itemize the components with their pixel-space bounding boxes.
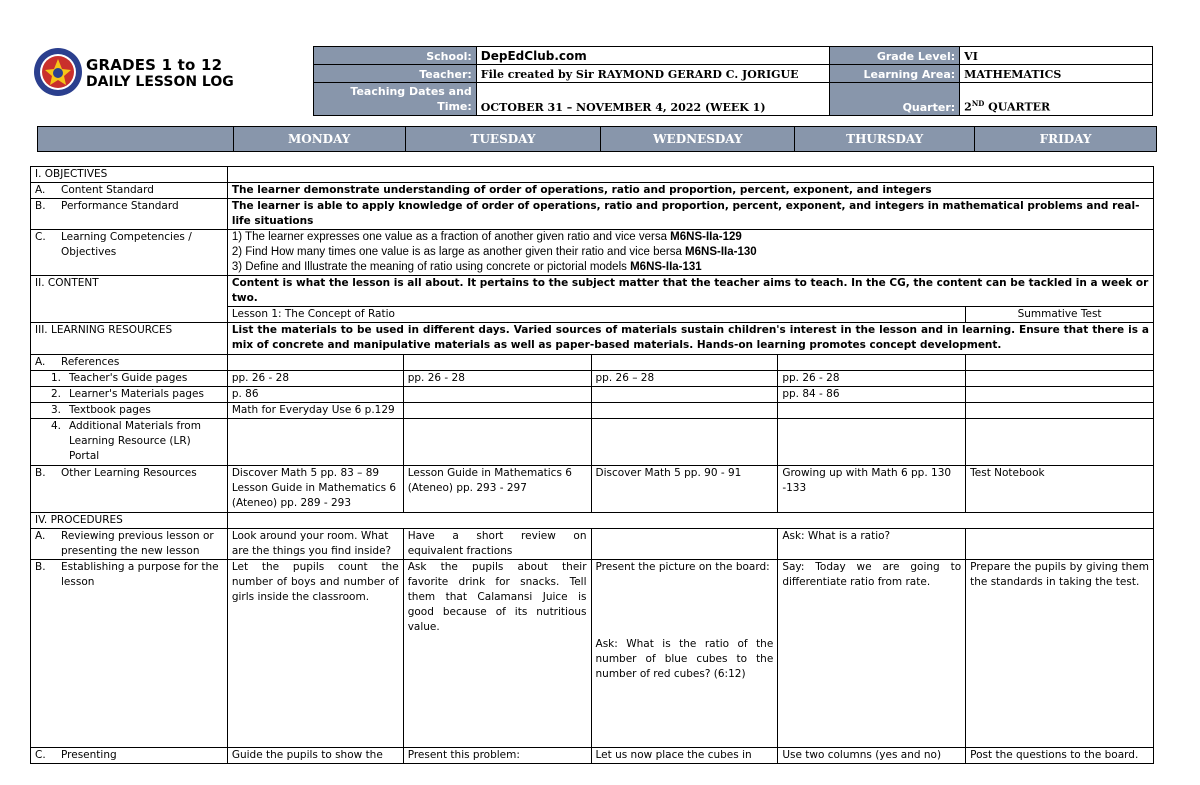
review-lesson-wed: [591, 529, 778, 560]
additional-materials-label-line3: Portal: [69, 450, 100, 462]
learners-materials-tue: [403, 387, 591, 403]
textbook-pages-tue: [403, 403, 591, 419]
additional-materials-label-line1: Additional Materials from: [69, 420, 201, 432]
day-thursday: THURSDAY: [795, 127, 975, 152]
performance-standard-label-text: Performance Standard: [61, 200, 179, 212]
additional-materials-label-line2: Learning Resource (LR): [69, 435, 191, 447]
presenting-label-text: Presenting: [61, 749, 117, 761]
performance-standard-value: The learner is able to apply knowledge of order of operations, ratio and proportion, percent, exponent, and integers in mathematical problems and real-life situations: [227, 199, 1153, 230]
learners-materials-wed: [591, 387, 778, 403]
teachers-guide-thu: pp. 26 - 28: [778, 371, 966, 387]
references-cell-mon: [227, 355, 403, 371]
learning-resources-heading: III. LEARNING RESOURCES: [31, 323, 228, 355]
page-title-line2: DAILY LESSON LOG: [86, 74, 234, 90]
additional-materials-mon: [227, 419, 403, 466]
content-standard-value: The learner demonstrate understanding of order of operations, ratio and proportion, percent, exponent, and integers: [227, 183, 1153, 199]
additional-materials-number: 4.: [50, 420, 61, 432]
procedures-heading: IV. PROCEDURES: [31, 513, 228, 529]
teacher-value: File created by Sir RAYMOND GERARD C. JORIGUE: [476, 65, 830, 83]
purpose-wed-picture-space: [596, 575, 774, 637]
other-resources-label: [31, 466, 228, 513]
competencies-label-line1: Learning Competencies /: [61, 231, 192, 243]
day-wednesday: WEDNESDAY: [601, 127, 795, 152]
review-lesson-fri: [966, 529, 1154, 560]
quarter-number: 2: [964, 101, 972, 114]
references-cell-fri: [966, 355, 1154, 371]
quarter-label: Quarter:: [830, 83, 960, 116]
grade-level-value: VI: [960, 47, 1153, 65]
quarter-value: [960, 83, 1153, 116]
header-info-table: [313, 46, 1153, 116]
references-label: [31, 355, 228, 371]
review-lesson-letter: A.: [35, 530, 46, 542]
teacher-label: Teacher:: [314, 65, 477, 83]
day-tuesday: TUESDAY: [405, 127, 601, 152]
purpose-label: [31, 560, 228, 748]
review-lesson-tue: Have a short review on equivalent fractions: [403, 529, 591, 560]
school-value: DepEdClub.com: [476, 47, 830, 65]
presenting-thu: Use two columns (yes and no): [778, 748, 966, 764]
content-heading: II. CONTENT: [31, 276, 228, 323]
lesson-log-table: [30, 166, 1154, 764]
learners-materials-mon: p. 86: [227, 387, 403, 403]
learners-materials-fri: [966, 387, 1154, 403]
grade-level-label: Grade Level:: [830, 47, 960, 65]
teaching-dates-label: [314, 83, 477, 116]
review-lesson-thu: Ask: What is a ratio?: [778, 529, 966, 560]
presenting-tue: Present this problem:: [403, 748, 591, 764]
references-label-text: References: [61, 356, 120, 368]
competency-item-2: [232, 245, 1149, 260]
day-header-blank: [38, 127, 234, 152]
quarter-ordinal: ND: [971, 99, 985, 109]
textbook-pages-label: [31, 403, 228, 419]
quarter-word: QUARTER: [988, 101, 1051, 114]
purpose-fri: Prepare the pupils by giving them the standards in taking the test.: [966, 560, 1154, 748]
additional-materials-label: [31, 419, 228, 466]
additional-materials-wed: [591, 419, 778, 466]
presenting-mon: Guide the pupils to show the: [227, 748, 403, 764]
purpose-letter: B.: [35, 561, 46, 573]
presenting-fri: Post the questions to the board.: [966, 748, 1154, 764]
purpose-label-line1: Establishing a purpose for the: [61, 561, 219, 573]
competency-1-text: 1) The learner expresses one value as a fraction of another given ratio and vice versa: [231, 231, 671, 243]
teachers-guide-label: [31, 371, 228, 387]
purpose-tue: Ask the pupils about their favorite drink for snacks. Tell them that Calamansi Juice is good because of its nutritious value.: [403, 560, 591, 748]
review-lesson-label: [31, 529, 228, 560]
content-lesson-title: Lesson 1: The Concept of Ratio: [227, 307, 965, 323]
page-title-line1: GRADES 1 to 12: [86, 56, 223, 74]
teachers-guide-mon: pp. 26 - 28: [227, 371, 403, 387]
learning-resources-description: List the materials to be used in different days. Varied sources of materials sustain children's interest in the lesson and in learning. Ensure that there is a mix of concrete and manipulative materials as well as paper-based materials. Hands-on learning promotes concept development.: [227, 323, 1153, 355]
textbook-pages-thu: [778, 403, 966, 419]
competencies-label-line2: Objectives: [61, 246, 117, 258]
deped-seal-icon: [33, 47, 83, 97]
textbook-pages-label-text: Textbook pages: [69, 404, 151, 416]
purpose-wed-line2: Ask: What is the ratio of the number of blue cubes to the number of red cubes? (6:12): [595, 638, 774, 680]
competency-3-text: 3) Define and Illustrate the meaning of ratio using concrete or pictorial models: [231, 261, 631, 273]
teachers-guide-number: 1.: [50, 372, 61, 384]
learners-materials-label-text: Learner's Materials pages: [69, 388, 204, 400]
competency-item-3: [232, 260, 1149, 275]
school-label: School:: [314, 47, 477, 65]
teachers-guide-fri: [966, 371, 1154, 387]
references-cell-thu: [778, 355, 966, 371]
performance-standard-letter: B.: [35, 200, 46, 212]
teaching-dates-label-line1: Teaching Dates and: [350, 85, 472, 98]
purpose-wed: [591, 560, 778, 748]
purpose-mon: Let the pupils count the number of boys and number of girls inside the classroom.: [227, 560, 403, 748]
competency-3-code: M6NS-IIa-131: [630, 261, 702, 273]
other-resources-thu: Growing up with Math 6 pp. 130 -133: [778, 466, 966, 513]
learners-materials-label: [31, 387, 228, 403]
additional-materials-fri: [966, 419, 1154, 466]
other-resources-letter: B.: [35, 467, 46, 479]
objectives-blank: [227, 167, 1153, 183]
teachers-guide-label-text: Teacher's Guide pages: [69, 372, 188, 384]
learners-materials-thu: pp. 84 - 86: [778, 387, 966, 403]
references-letter: A.: [35, 356, 46, 368]
teachers-guide-wed: pp. 26 – 28: [591, 371, 778, 387]
other-resources-label-text: Other Learning Resources: [61, 467, 197, 479]
review-lesson-mon: Look around your room. What are the things you find inside?: [227, 529, 403, 560]
competencies-label: [31, 230, 228, 276]
other-resources-tue: Lesson Guide in Mathematics 6 (Ateneo) pp. 293 - 297: [403, 466, 591, 513]
purpose-wed-line1: Present the picture on the board:: [595, 561, 770, 573]
competencies-letter: C.: [35, 231, 46, 243]
content-standard-label-text: Content Standard: [61, 184, 154, 196]
performance-standard-label: [31, 199, 228, 230]
presenting-letter: C.: [35, 749, 46, 761]
learning-area-label: Learning Area:: [830, 65, 960, 83]
day-friday: FRIDAY: [975, 127, 1157, 152]
content-standard-letter: A.: [35, 184, 46, 196]
presenting-label: [31, 748, 228, 764]
competency-1-code: M6NS-IIa-129: [670, 231, 742, 243]
review-lesson-label-line2: presenting the new lesson: [61, 545, 200, 557]
content-description: Content is what the lesson is all about. It pertains to the subject matter that the teacher aims to teach. In the CG, the content can be tackled in a week or two.: [227, 276, 1153, 307]
purpose-label-line2: lesson: [61, 576, 95, 588]
procedures-blank: [227, 513, 1153, 529]
learners-materials-number: 2.: [50, 388, 61, 400]
content-friday-value: Summative Test: [966, 307, 1154, 323]
competency-item-1: [232, 230, 1149, 245]
teaching-dates-value: OCTOBER 31 – NOVEMBER 4, 2022 (WEEK 1): [476, 83, 830, 116]
competencies-list: [227, 230, 1153, 276]
additional-materials-tue: [403, 419, 591, 466]
teachers-guide-tue: pp. 26 - 28: [403, 371, 591, 387]
references-cell-tue: [403, 355, 591, 371]
textbook-pages-mon: Math for Everyday Use 6 p.129: [227, 403, 403, 419]
objectives-heading: I. OBJECTIVES: [31, 167, 228, 183]
textbook-pages-wed: [591, 403, 778, 419]
other-resources-fri: Test Notebook: [966, 466, 1154, 513]
presenting-wed: Let us now place the cubes in: [591, 748, 778, 764]
competency-2-text: 2) Find How many times one value is as large as another given their ratio and vice bersa: [231, 246, 686, 258]
textbook-pages-fri: [966, 403, 1154, 419]
day-monday: MONDAY: [233, 127, 405, 152]
textbook-pages-number: 3.: [50, 404, 61, 416]
references-cell-wed: [591, 355, 778, 371]
review-lesson-label-line1: Reviewing previous lesson or: [61, 530, 214, 542]
other-resources-mon: Discover Math 5 pp. 83 – 89 Lesson Guide in Mathematics 6 (Ateneo) pp. 289 - 293: [227, 466, 403, 513]
learning-area-value: MATHEMATICS: [960, 65, 1153, 83]
teaching-dates-label-line2: Time:: [437, 100, 472, 113]
day-header-row: [37, 126, 1157, 152]
purpose-thu: Say: Today we are going to differentiate ratio from rate.: [778, 560, 966, 748]
additional-materials-thu: [778, 419, 966, 466]
other-resources-wed: Discover Math 5 pp. 90 - 91: [591, 466, 778, 513]
content-standard-label: [31, 183, 228, 199]
competency-2-code: M6NS-IIa-130: [685, 246, 757, 258]
